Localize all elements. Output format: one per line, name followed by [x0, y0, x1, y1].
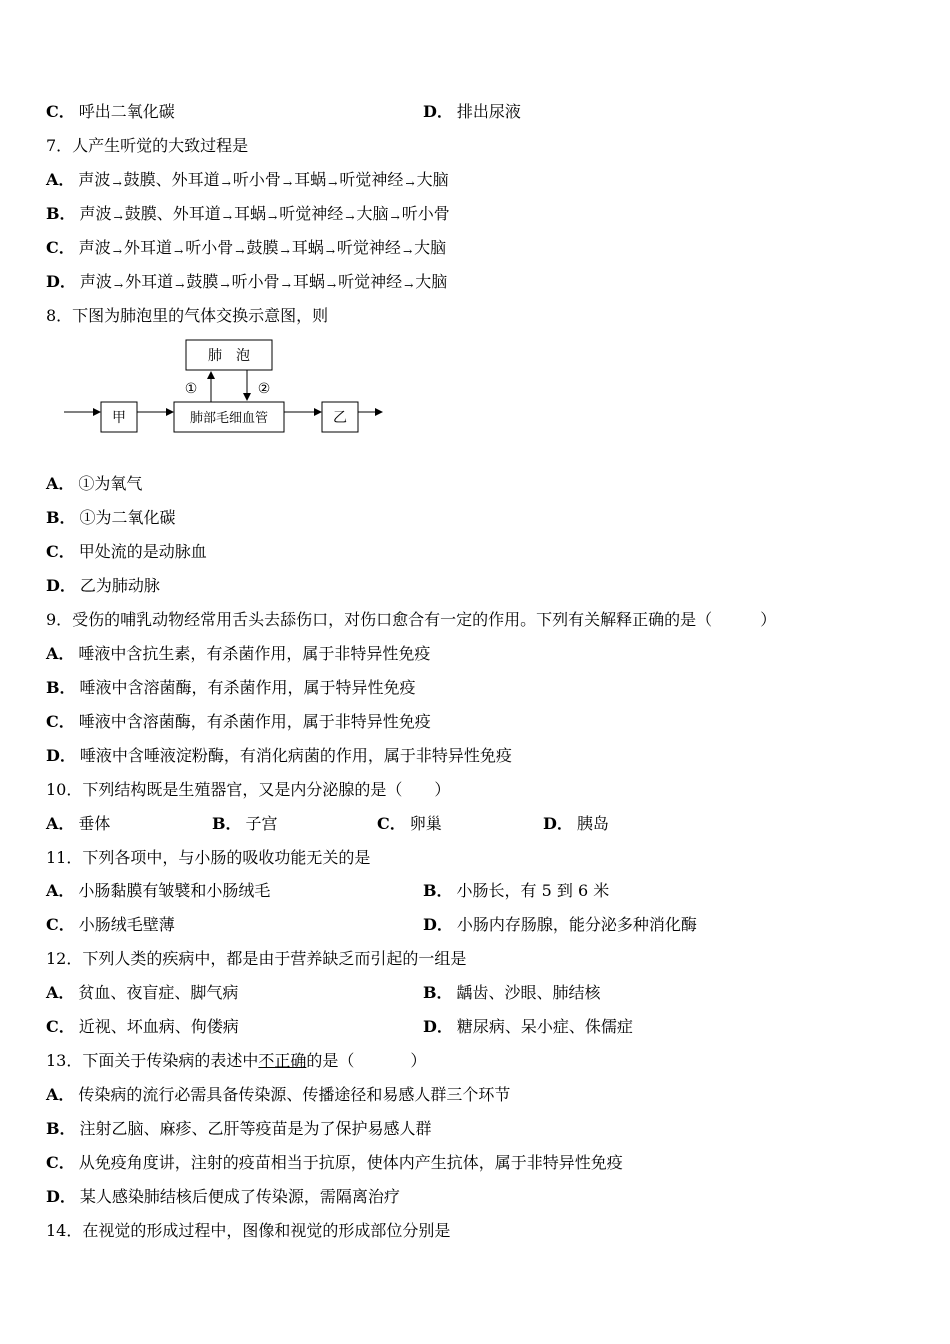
q8-option-a: A． ①为氧气	[46, 474, 143, 493]
arrow-icon: →	[325, 245, 335, 258]
q12-options-row-1	[46, 983, 601, 1003]
q11-option-a: A． 小肠黏膜有皱襞和小肠绒毛	[46, 881, 271, 900]
q12-option-b: B． 龋齿、沙眼、肺结核	[423, 983, 601, 1002]
arrow-icon: →	[328, 177, 338, 190]
step-text: 大脑	[416, 170, 449, 189]
q6-option-d: D． 排出尿液	[423, 102, 521, 121]
q10-option-a: A． 垂体	[46, 814, 111, 833]
step-text: 听小骨	[401, 204, 450, 223]
q7-option-d: D． 声波 → 外耳道 → 鼓膜 → 听小骨 → 耳蜗 → 听觉神经 → 大脑	[46, 272, 447, 294]
alveolus-label: 肺 泡	[208, 348, 250, 364]
step-text: 耳蜗	[291, 238, 324, 257]
step-text: 声波	[79, 272, 112, 291]
q12-stem: 12．下列人类的疾病中，都是由于营养缺乏而引起的一组是	[46, 949, 467, 968]
arrow-icon: →	[405, 177, 415, 190]
arrow-down-label: ②	[257, 381, 271, 397]
arrow-up-label: ①	[184, 381, 198, 397]
step-text: 耳蜗	[292, 272, 325, 291]
q12-option-a: A． 贫血、夜盲症、脚气病	[46, 983, 239, 1002]
q13-option-a: A． 传染病的流行必需具备传染源、传播途径和易感人群三个环节	[46, 1085, 511, 1104]
q11-option-b: B． 小肠长，有 5 到 6 米	[423, 881, 610, 900]
q10-option-b: B． 子宫	[212, 814, 278, 833]
step-text: 声波	[78, 170, 111, 189]
step-text: 大脑	[356, 204, 389, 223]
gas-exchange-diagram	[60, 336, 400, 442]
q14-stem: 14．在视觉的形成过程中，图像和视觉的形成部位分别是	[46, 1221, 451, 1240]
step-text: 听觉神经	[338, 272, 403, 291]
arrow-icon: →	[113, 211, 123, 224]
step-text: 鼓膜、外耳道	[124, 204, 221, 223]
step-text: 耳蜗	[294, 170, 327, 189]
q12-options-row-2	[46, 1017, 633, 1037]
arrow-icon: →	[235, 245, 245, 258]
arrow-icon: →	[326, 279, 337, 292]
q6-option-c: C． 呼出二氧化碳	[46, 102, 175, 121]
arrow-icon: →	[222, 211, 232, 224]
q13-option-c: C． 从免疫角度讲，注射的疫苗相当于抗原，使体内产生抗体，属于非特异性免疫	[46, 1153, 623, 1172]
arrow-icon: →	[280, 245, 290, 258]
step-text: 外耳道	[123, 238, 172, 257]
step-text: 听觉神经	[339, 170, 404, 189]
left-box-label: 甲	[112, 410, 126, 426]
step-text: 声波	[78, 238, 111, 257]
right-box-label: 乙	[333, 410, 347, 426]
q9-option-a: A． 唾液中含抗生素，有杀菌作用，属于非特异性免疫	[46, 644, 431, 663]
q6-options-row	[46, 102, 521, 122]
step-text: 大脑	[415, 272, 448, 291]
q8-option-d: D． 乙为肺动脉	[46, 576, 160, 595]
step-text: 听小骨	[231, 272, 280, 291]
arrow-icon: →	[404, 279, 414, 292]
arrow-icon: →	[221, 177, 231, 190]
step-text: 外耳道	[125, 272, 174, 291]
arrow-icon: →	[345, 211, 355, 224]
arrow-icon: →	[281, 279, 291, 292]
q8-option-b: B． ①为二氧化碳	[46, 508, 176, 527]
step-text: 鼓膜	[246, 238, 279, 257]
arrow-icon: →	[402, 245, 413, 258]
q9-option-c: C． 唾液中含溶菌酶，有杀菌作用，属于非特异性免疫	[46, 712, 431, 731]
step-text: 听小骨	[232, 170, 281, 189]
q10-option-d: D． 胰岛	[543, 814, 609, 833]
q7-option-c: C． 声波 → 外耳道 → 听小骨 → 鼓膜 → 耳蜗 → 听觉神经 → 大脑	[46, 238, 446, 260]
step-text: 听觉神经	[279, 204, 344, 223]
arrow-icon: →	[175, 279, 185, 292]
step-text: 鼓膜	[186, 272, 219, 291]
q11-stem: 11．下列各项中，与小肠的吸收功能无关的是	[46, 848, 371, 867]
arrow-icon: →	[174, 245, 184, 258]
q7-option-b: B． 声波 → 鼓膜、外耳道 → 耳蜗 → 听觉神经 → 大脑 → 听小骨	[46, 204, 450, 226]
q9-stem: 9．受伤的哺乳动物经常用舌头去舔伤口，对伤口愈合有一定的作用。下列有关解释正确的是（ ）	[46, 610, 777, 629]
q10-stem: 10．下列结构既是生殖器官，又是内分泌腺的是（ ）	[46, 780, 451, 799]
q8-stem: 8．下图为肺泡里的气体交换示意图，则	[46, 306, 329, 325]
q7-stem: 7．人产生听觉的大致过程是	[46, 136, 249, 155]
step-text: 听觉神经	[336, 238, 401, 257]
step-text: 鼓膜、外耳道	[123, 170, 220, 189]
arrow-icon: →	[268, 211, 278, 224]
arrow-icon: →	[112, 245, 122, 258]
step-text: 大脑	[414, 238, 447, 257]
arrow-icon: →	[390, 211, 400, 224]
q13-option-d: D． 某人感染肺结核后便成了传染源，需隔离治疗	[46, 1187, 400, 1206]
q12-option-d: D． 糖尿病、呆小症、侏儒症	[423, 1017, 633, 1036]
q11-options-row-2	[46, 915, 697, 935]
q9-option-b: B． 唾液中含溶菌酶，有杀菌作用，属于特异性免疫	[46, 678, 416, 697]
arrow-icon: →	[282, 177, 293, 190]
q10-option-c: C． 卵巢	[377, 814, 442, 833]
arrow-icon: →	[112, 177, 122, 190]
q11-option-c: C． 小肠绒毛壁薄	[46, 915, 175, 934]
q7-option-a: A． 声波 → 鼓膜、外耳道 → 听小骨 → 耳蜗 → 听觉神经 → 大脑	[46, 170, 449, 192]
q12-option-c: C． 近视、坏血病、佝偻病	[46, 1017, 239, 1036]
step-text: 听小骨	[185, 238, 234, 257]
arrow-icon: →	[113, 279, 124, 292]
q11-option-d: D． 小肠内存肠腺，能分泌多种消化酶	[423, 915, 697, 934]
q13-stem: 13．下面关于传染病的表述中不正确的是（ ）	[46, 1051, 427, 1070]
capillary-label: 肺部毛细血管	[189, 411, 269, 426]
q8-option-c: C． 甲处流的是动脉血	[46, 542, 207, 561]
q11-options-row-1	[46, 881, 610, 901]
step-text: 声波	[79, 204, 112, 223]
step-text: 耳蜗	[234, 204, 267, 223]
arrow-icon: →	[220, 279, 230, 292]
q13-option-b: B． 注射乙脑、麻疹、乙肝等疫苗是为了保护易感人群	[46, 1119, 432, 1138]
q9-option-d: D． 唾液中含唾液淀粉酶，有消化病菌的作用，属于非特异性免疫	[46, 746, 512, 765]
